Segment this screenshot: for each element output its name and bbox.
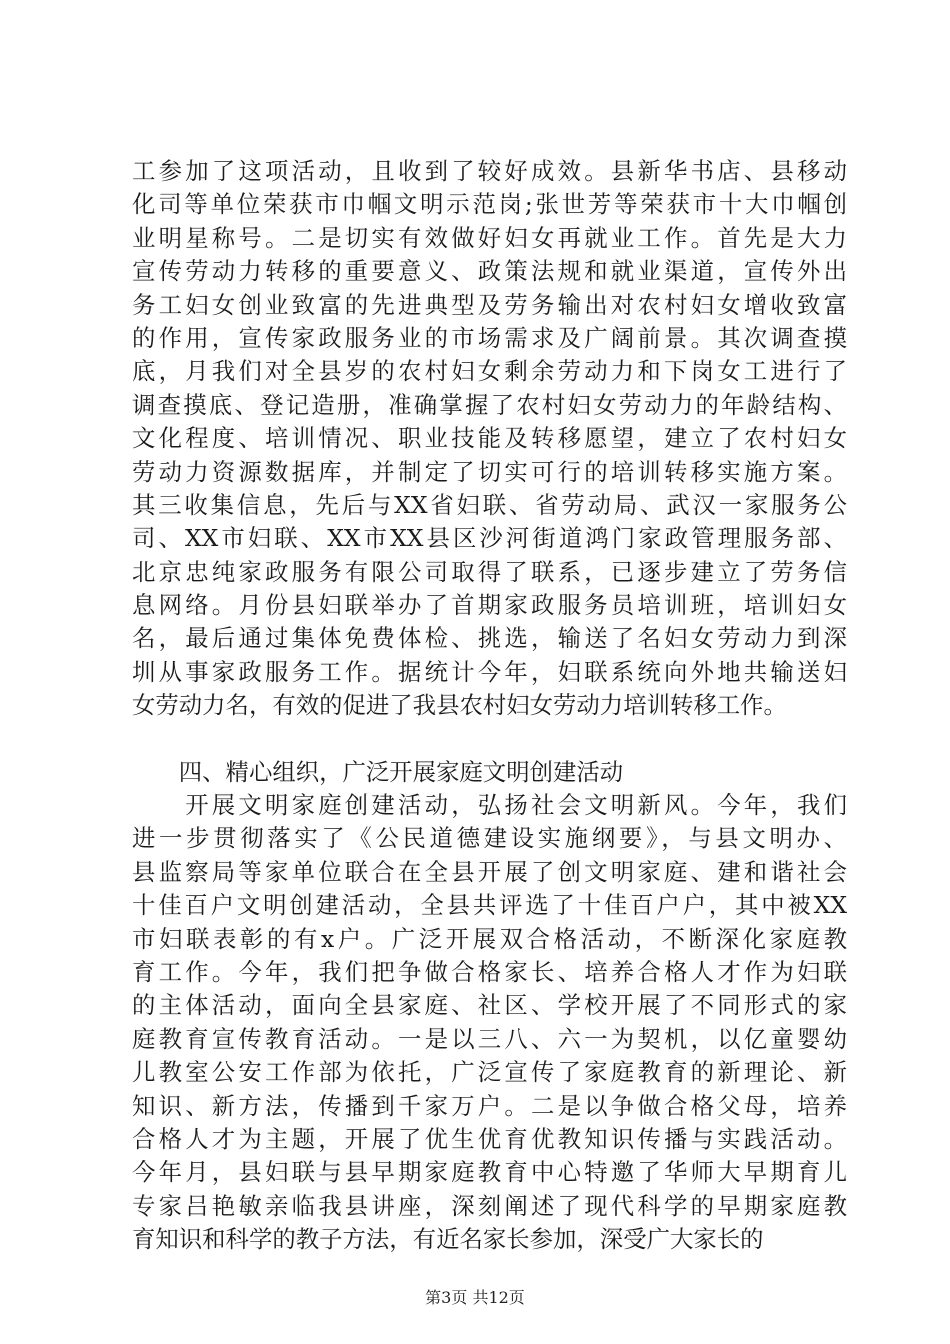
text-line: 育知识和科学的教子方法，有近名家长参加，深受广大家长的 — [132, 1225, 764, 1254]
text-line: 专家吕艳敏亲临我县讲座，深刻阐述了现代科学的早期家庭教 — [132, 1191, 847, 1220]
text-line: 其三收集信息，先后与XX省妇联、省劳动局、武汉一家服务公 — [132, 490, 847, 519]
text-line: 调查摸底、登记造册，准确掌握了农村妇女劳动力的年龄结构、 — [132, 390, 847, 419]
paragraph-gap — [132, 723, 847, 756]
document-body — [132, 155, 847, 1257]
text-line: 的主体活动，面向全县家庭、社区、学校开展了不同形式的家 — [132, 991, 847, 1020]
text-line: 工参加了这项活动，且收到了较好成效。县新华书店、县移动 — [132, 157, 847, 185]
text-line: 合格人才为主题，开展了优生优育优教知识传播与实践活动。 — [132, 1124, 847, 1153]
text-line: 文化程度、培训情况、职业技能及转移愿望，建立了农村妇女 — [132, 424, 847, 453]
text-line: 的作用，宣传家政服务业的市场需求及广阔前景。其次调查摸 — [132, 323, 847, 352]
text-line: 女劳动力名，有效的促进了我县农村妇女劳动力培训转移工作。 — [132, 691, 787, 720]
text-line: 息网络。月份县妇联举办了首期家政服务员培训班，培训妇女 — [132, 591, 847, 620]
text-line: 今年月，县妇联与县早期家庭教育中心特邀了华师大早期育儿 — [132, 1158, 847, 1187]
text-line: 县监察局等家单位联合在全县开展了创文明家庭、建和谐社会 — [132, 857, 847, 886]
text-line: 市妇联表彰的有x户。广泛开展双合格活动，不断深化家庭教 — [132, 924, 847, 953]
text-line: 劳动力资源数据库，并制定了切实可行的培训转移实施方案。 — [132, 457, 847, 486]
page-footer: 第3页 共12页 — [425, 1288, 525, 1307]
text-line: 名，最后通过集体免费体检、挑选，输送了名妇女劳动力到深 — [132, 624, 847, 653]
text-line: 务工妇女创业致富的先进典型及劳务输出对农村妇女增收致富 — [132, 290, 847, 319]
text-line: 司、XX市妇联、XX市XX县区沙河街道鸿门家政管理服务部、 — [132, 524, 847, 553]
text-line: 业明星称号。二是切实有效做好妇女再就业工作。首先是大力 — [132, 223, 847, 252]
text-line: 宣传劳动力转移的重要意义、政策法规和就业渠道，宣传外出 — [132, 257, 847, 286]
text-line: 圳从事家政服务工作。据统计今年，妇联系统向外地共输送妇 — [132, 657, 847, 686]
text-line: 育工作。今年，我们把争做合格家长、培养合格人才作为妇联 — [132, 957, 847, 986]
text-line: 知识、新方法，传播到千家万户。二是以争做合格父母，培养 — [132, 1091, 847, 1120]
text-line: 化司等单位荣获市巾帼文明示范岗;张世芳等荣获市十大巾帼创 — [132, 190, 847, 219]
text-line: 进一步贯彻落实了《公民道德建设实施纲要》，与县文明办、 — [132, 824, 847, 853]
text-line: 北京忠纯家政服务有限公司取得了联系，已逐步建立了劳务信 — [132, 557, 847, 586]
text-line: 庭教育宣传教育活动。一是以三八、六一为契机，以亿童婴幼 — [132, 1024, 847, 1053]
text-line: 四、精心组织，广泛开展家庭文明创建活动 — [132, 757, 624, 786]
text-line: 十佳百户文明创建活动，全县共评选了十佳百户户，其中被XX — [132, 891, 847, 920]
text-line: 底，月我们对全县岁的农村妇女剩余劳动力和下岗女工进行了 — [132, 357, 847, 386]
text-line: 儿教室公安工作部为依托，广泛宣传了家庭教育的新理论、新 — [132, 1058, 847, 1087]
text-line: 开展文明家庭创建活动，弘扬社会文明新风。今年，我们 — [132, 791, 847, 820]
paragraph-p1 — [132, 155, 847, 723]
paragraph-p2 — [132, 756, 847, 1257]
